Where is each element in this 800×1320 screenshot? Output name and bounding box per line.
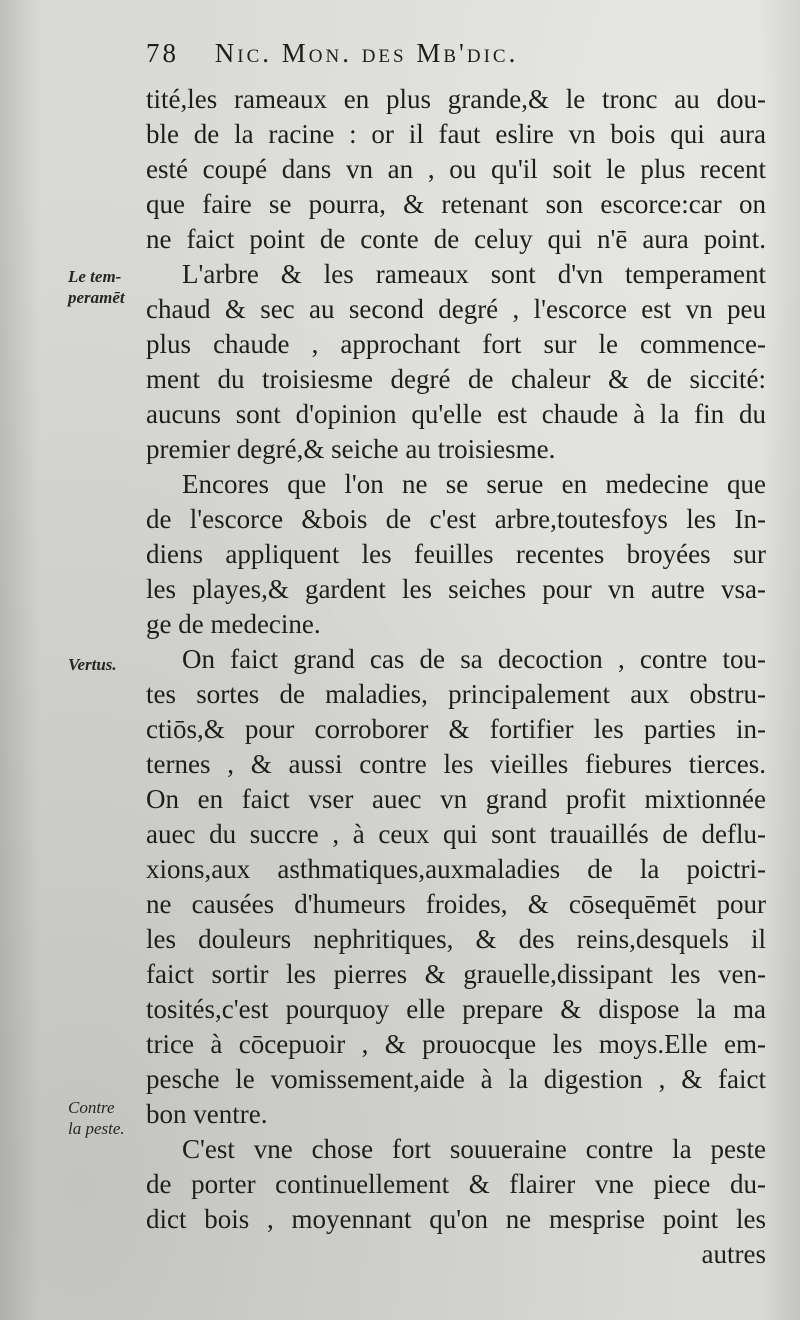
text-line: tité,les rameaux en plus grande,& le tronc au dou- [146, 84, 766, 114]
text-line: tes sortes de maladies, principalement aux obstru- [146, 679, 766, 709]
text-line: ble de la racine : or il faut eslire vn bois qui aura [146, 119, 766, 149]
text-line: C'est vne chose fort souueraine contre la peste [182, 1134, 766, 1164]
margin-note-line: Vertus. [68, 655, 117, 674]
text-line: ge de medecine. [146, 609, 321, 639]
margin-note-line: peramēt [68, 288, 125, 307]
text-line: ternes , & aussi contre les vieilles fiebures tierces. [146, 749, 766, 779]
text-line: ne causées d'humeurs froides, & cōsequēmēt pour [146, 889, 766, 919]
text-line: auec du succre , à ceux qui sont trauaillés de deflu- [146, 819, 766, 849]
margin-note-line: Contre [68, 1098, 115, 1117]
text-line: Encores que l'on ne se serue en medecine que [182, 469, 766, 499]
text-line: aucuns sont d'opinion qu'elle est chaude à la fin du [146, 399, 766, 429]
text-line: diens appliquent les feuilles recentes broyées sur [146, 539, 766, 569]
text-line: ctiōs,& pour corroborer & fortifier les parties in- [146, 714, 766, 744]
running-title: Nic. Mon. des Mb'dic. [214, 38, 519, 68]
text-line: premier degré,& seiche au troisiesme. [146, 434, 556, 464]
text-line: ment du troisiesme degré de chaleur & de siccité: [146, 364, 766, 394]
text-line: On faict grand cas de sa decoction , contre tou- [182, 644, 766, 674]
text-line: trice à cōcepuoir , & prouocque les moys.Elle em- [146, 1029, 766, 1059]
text-line: les douleurs nephritiques, & des reins,desquels il [146, 924, 766, 954]
catchword: autres [701, 1239, 766, 1269]
margin-note-vertus [68, 654, 146, 675]
margin-note-line: la peste. [68, 1119, 125, 1138]
text-line: dict bois , moyennant qu'on ne mesprise point les [146, 1204, 766, 1234]
text-line: esté coupé dans vn an , ou qu'il soit le plus recent [146, 154, 766, 184]
margin-note-temperament [68, 266, 146, 308]
text-line: de porter continuellement & flairer vne piece du- [146, 1169, 766, 1199]
text-line: chaud & sec au second degré , l'escorce est vn peu [146, 294, 766, 324]
running-head [146, 38, 666, 82]
text-line: que faire se pourra, & retenant son escorce:car on [146, 189, 766, 219]
text-line: bon ventre. [146, 1099, 268, 1129]
text-line: ne faict point de conte de celuy qui n'ē aura point. [146, 224, 766, 254]
text-line: On en faict vser auec vn grand profit mixtionnée [146, 784, 766, 814]
text-line: faict sortir les pierres & grauelle,dissipant les ven- [146, 959, 766, 989]
text-line: les playes,& gardent les seiches pour vn autre vsa- [146, 574, 766, 604]
text-line: de l'escorce &bois de c'est arbre,toutesfoys les In- [146, 504, 766, 534]
margin-note-line: Le tem- [68, 267, 122, 286]
text-line: plus chaude , approchant fort sur le commence- [146, 329, 766, 359]
text-line: pesche le vomissement,aide à la digestion , & faict [146, 1064, 766, 1094]
page-number: 78 [146, 38, 179, 68]
body-text [146, 82, 766, 1272]
text-line: L'arbre & les rameaux sont d'vn temperament [182, 259, 766, 289]
margin-note-peste [68, 1097, 146, 1139]
text-line: tosités,c'est pourquoy elle prepare & dispose la ma [146, 994, 766, 1024]
text-line: xions,aux asthmatiques,auxmaladies de la poictri- [146, 854, 766, 884]
